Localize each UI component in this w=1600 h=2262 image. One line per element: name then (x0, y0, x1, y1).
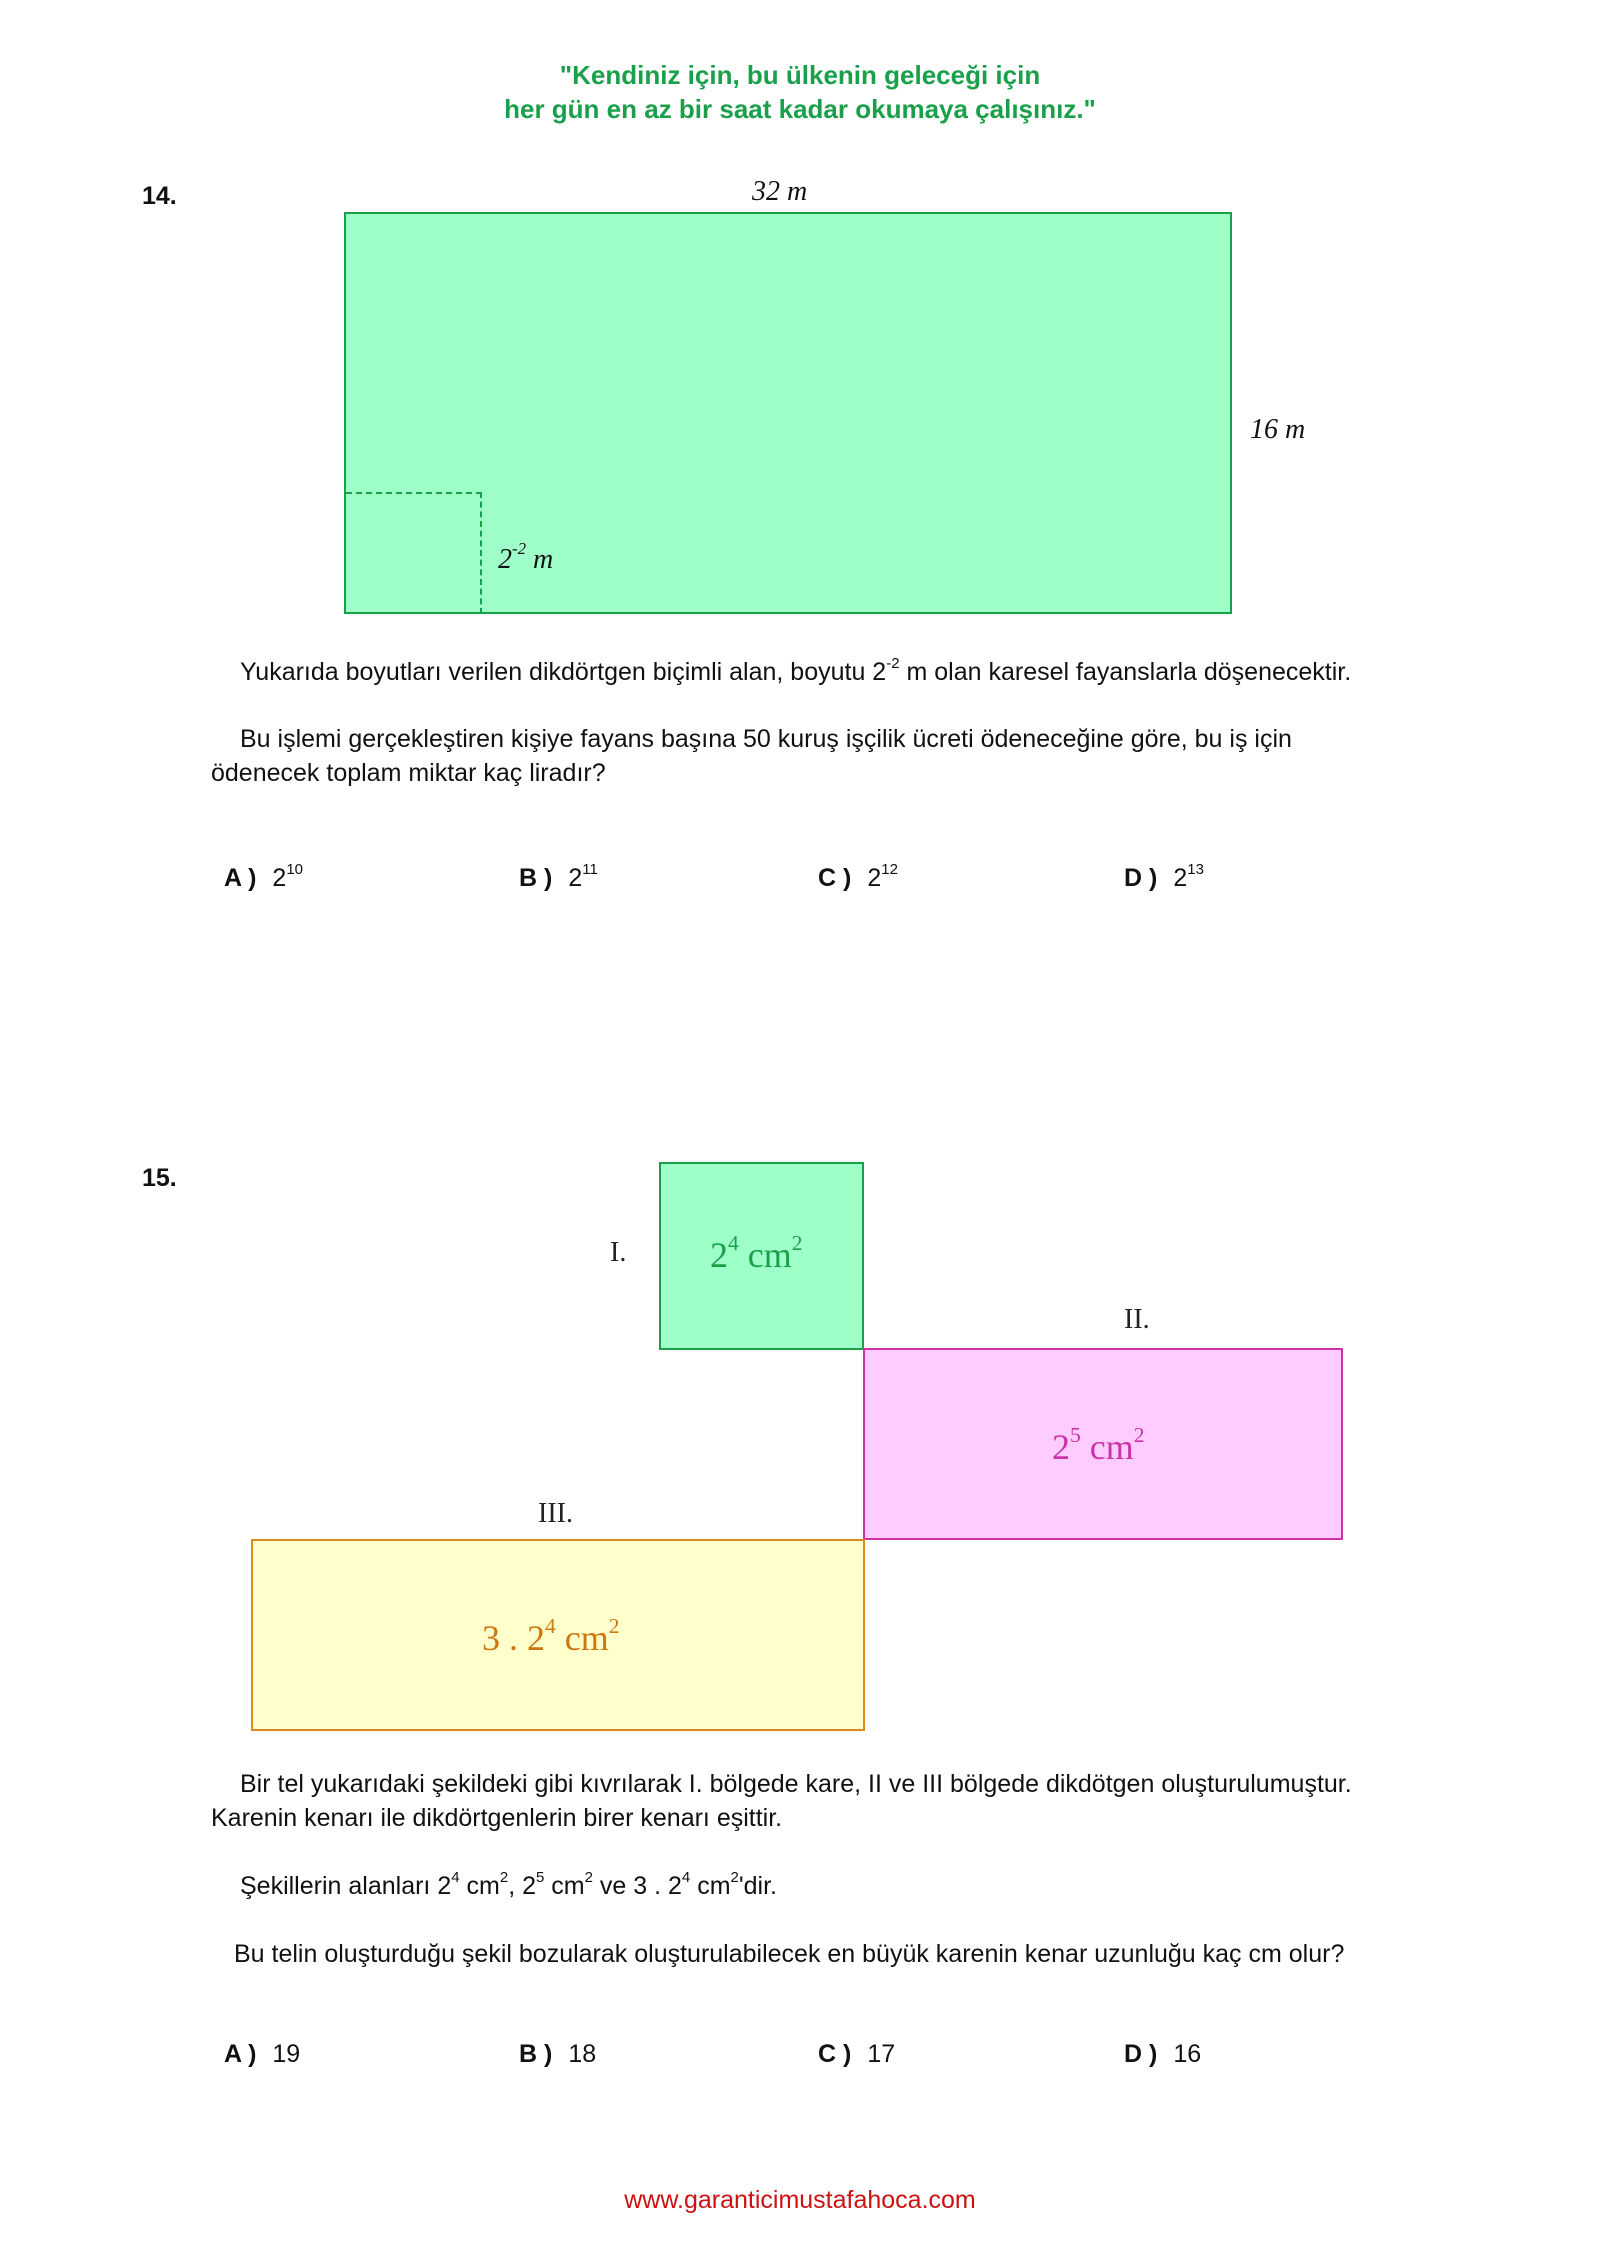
q14-tile-base: 2 (498, 544, 512, 575)
q15-region-1-label: I. (610, 1237, 627, 1268)
question-15-number: 15. (142, 1164, 177, 1192)
q14-tile-label (498, 539, 554, 576)
q14-paragraph-2-line-1: Bu işlemi gerçekleştiren kişiye fayans başına 50 kuruş işçilik ücreti ödeneceğine göre, bu iş için (240, 725, 1292, 753)
q14-tile-square (346, 492, 482, 614)
q14-height-label: 16 m (1250, 414, 1306, 445)
q15-option-c[interactable]: C ) 17 (818, 2040, 896, 2068)
q15-paragraph-2: Şekillerin alanları $2^4$ $cm^2$, $2^5$ $cm^2$ ve 3 . $2^4$ $cm^2'dir$. (240, 1868, 777, 1900)
q14-width-label: 32 m (752, 176, 808, 207)
footer-website-link[interactable]: www.garanticimustafahoca.com (624, 2186, 976, 2214)
q15-paragraph-3: Bu telin oluşturduğu şekil bozularak oluşturulabilecek en büyük karenin kenar uzunluğu kaç cm olur? (234, 1940, 1345, 1968)
q15-option-b[interactable]: B ) 18 (519, 2040, 597, 2068)
q15-region-3-area: 3 . $2^4$ $cm^2$ (482, 1613, 620, 1658)
q15-region-1-area: $2^4$ $cm^2$ (710, 1230, 803, 1275)
q14-rectangle-field (344, 212, 1232, 614)
motivational-quote-line-1: "Kendiniz için, bu ülkenin geleceği için (559, 60, 1041, 90)
q15-region-3-label: III. (538, 1498, 573, 1529)
q14-option-a[interactable]: A ) $2^{10}$ (224, 860, 303, 892)
q14-paragraph-1: Yukarıda boyutları verilen dikdörtgen biçimli alan, boyutu $2^{-2}$ m olan karesel fayanslarla döşenecektir. (240, 654, 1352, 686)
q14-tile-unit: m (532, 544, 554, 575)
q15-paragraph-1-line-2: Karenin kenarı ile dikdörtgenlerin birer kenarı eşittir. (211, 1804, 783, 1832)
q15-option-d[interactable]: D ) 16 (1124, 2040, 1202, 2068)
q14-option-b[interactable]: B ) $2^{11}$ (519, 860, 598, 892)
q15-option-a[interactable]: A ) 19 (224, 2040, 301, 2068)
motivational-quote-line-2: her gün en az bir saat kadar okumaya çalışınız." (504, 94, 1096, 124)
q15-region-2-label: II. (1124, 1304, 1150, 1335)
q14-paragraph-2-line-2: ödenecek toplam miktar kaç liradır? (211, 759, 606, 787)
q15-region-2-area: $2^5$ $cm^2$ (1052, 1422, 1145, 1467)
q14-option-c[interactable]: C ) $2^{12}$ (818, 860, 898, 892)
q14-option-d[interactable]: D ) $2^{13}$ (1124, 860, 1204, 892)
question-14-number: 14. (142, 182, 177, 210)
q14-tile-exponent: -2 (512, 539, 526, 559)
q15-paragraph-1-line-1: Bir tel yukarıdaki şekildeki gibi kıvrılarak I. bölgede kare, II ve III bölgede dikdötgen oluşturulumuştur. (240, 1770, 1352, 1798)
